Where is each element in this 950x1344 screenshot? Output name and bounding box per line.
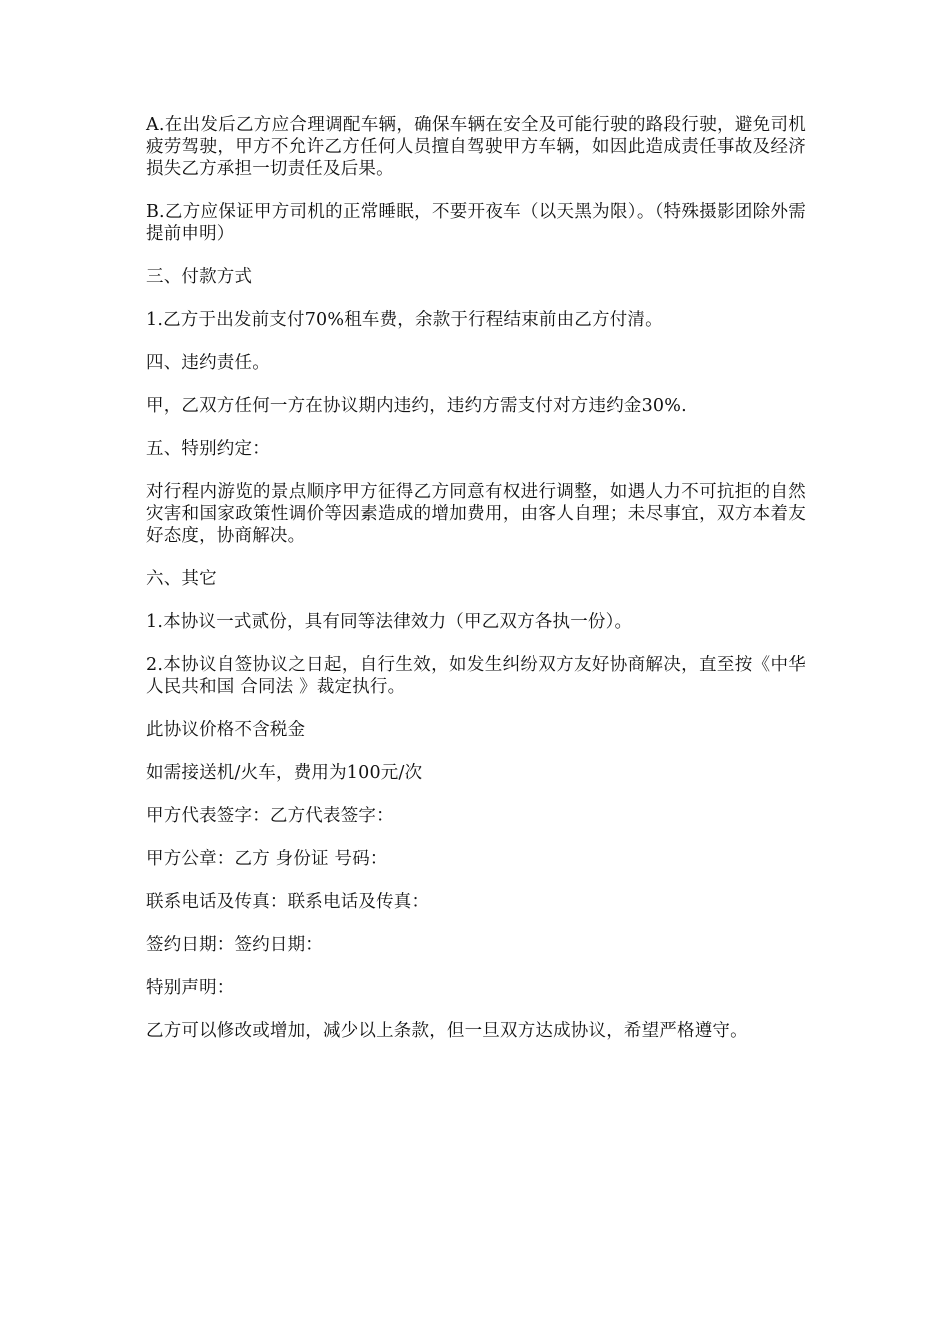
clause-b-driver-rest: B.乙方应保证甲方司机的正常睡眠，不要开夜车（以天黑为限）。（特殊摄影团除外需提前申明） [146,202,806,244]
special-statement-text: 乙方可以修改或增加，减少以上条款，但一旦双方达成协议，希望严格遵守。 [146,1021,748,1041]
sign-date-line: 签约日期：签约日期： [146,935,323,955]
contact-line: 联系电话及传真：联系电话及传真： [146,892,430,912]
tax-note: 此协议价格不含税金 [146,720,306,740]
section-heading-payment: 三、付款方式 [146,267,253,287]
other-clause-1: 1.本协议一式贰份，具有同等法律效力（甲乙双方各执一份）。 [146,612,633,632]
breach-clause: 甲，乙双方任何一方在协议期内违约，违约方需支付对方违约金30%. [146,396,687,416]
other-clause-2: 2.本协议自签协议之日起，自行生效，如发生纠纷双方友好协商解决，直至按《中华人民共和国 合同法 》裁定执行。 [146,655,806,697]
clause-a-vehicle-arrangement: A.在出发后乙方应合理调配车辆，确保车辆在安全及可能行驶的路段行驶，避免司机疲劳驾驶，甲方不允许乙方任何人员擅自驾驶甲方车辆，如因此造成责任事故及经济损失乙方承担一切责任及后果。 [146,115,806,179]
special-statement-heading: 特别声明： [146,978,235,998]
section-heading-breach: 四、违约责任。 [146,353,270,373]
document-page [146,114,806,1063]
transfer-fee-note: 如需接送机/火车，费用为100元/次 [146,763,423,783]
seal-id-line: 甲方公章：乙方 身份证 号码： [146,849,388,869]
payment-clause-1: 1.乙方于出发前支付70%租车费，余款于行程结束前由乙方付清。 [146,310,663,330]
special-agreement-clause: 对行程内游览的景点顺序甲方征得乙方同意有权进行调整，如遇人力不可抗拒的自然灾害和国家政策性调价等因素造成的增加费用，由客人自理；未尽事宜，双方本着友好态度，协商解决。 [146,482,806,546]
section-heading-other: 六、其它 [146,569,217,589]
section-heading-special: 五、特别约定： [146,439,270,459]
signature-line: 甲方代表签字：乙方代表签字： [146,806,394,826]
